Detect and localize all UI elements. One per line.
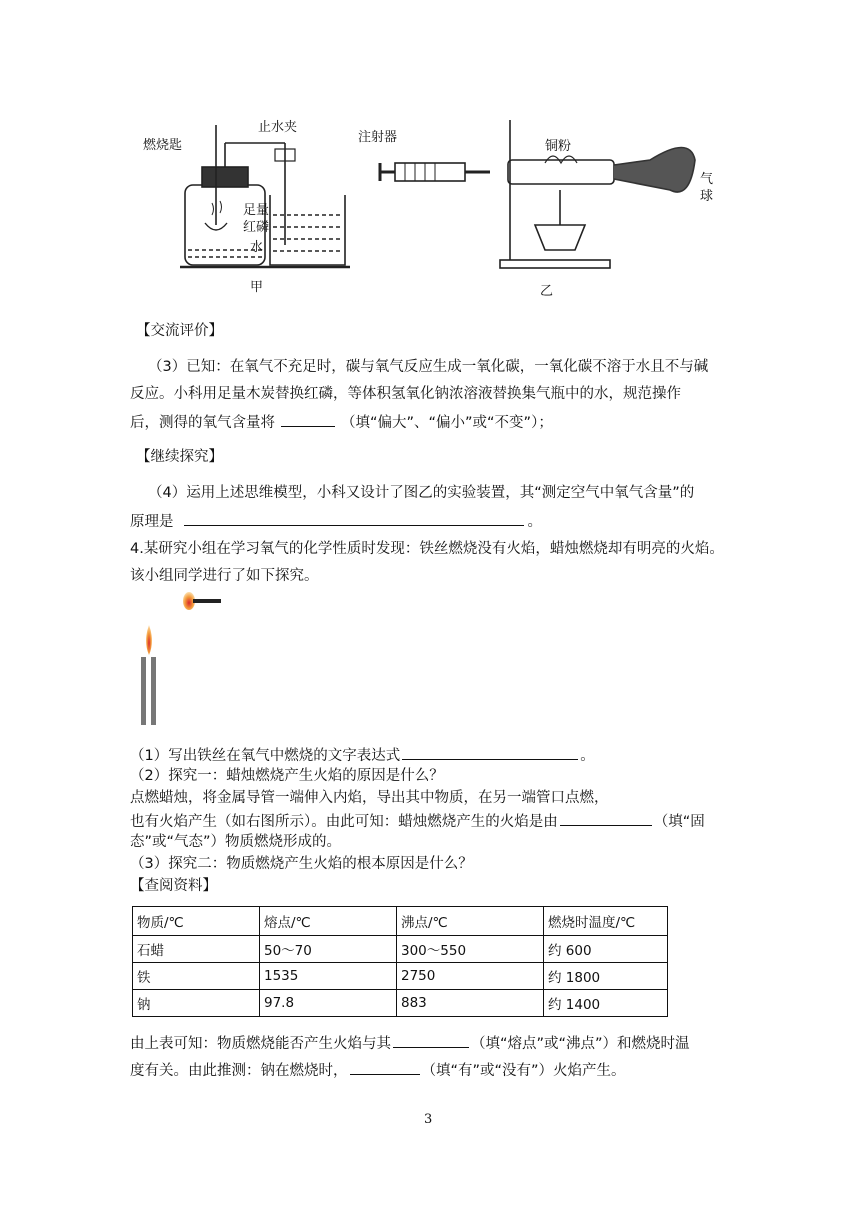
caption-figure-yi: 乙 <box>540 284 554 299</box>
conclusion-line2-pre: 度有关。由此推测：钠在燃烧时， <box>130 1063 348 1079</box>
table-cell: 钠 <box>133 990 260 1017</box>
q4-line1: （4）运用上述思维模型，小科又设计了图乙的实验装置，其“测定空气中氧气含量”的 <box>148 485 695 501</box>
q4-part2-line3-pre: 也有火焰产生（如右图所示）。由此可知：蜡烛燃烧产生的火焰是由 <box>130 814 558 830</box>
page-number: 3 <box>424 1112 433 1127</box>
answer-blank-q4[interactable] <box>184 510 524 526</box>
conclusion-line1 <box>130 1032 690 1054</box>
q4-part2: （2）探究一：蜡烛燃烧产生火焰的原因是什么？ <box>130 768 444 784</box>
conclusion-line1-post: （填“熔点”或“沸点”）和燃烧时温 <box>471 1036 690 1052</box>
table-cell: 约 600 <box>544 936 668 963</box>
table-cell: 1535 <box>260 963 397 990</box>
answer-blank-iron[interactable] <box>402 744 578 760</box>
q4-part1 <box>130 744 595 766</box>
q3-line3 <box>130 411 553 433</box>
q4-part1-pre: （1）写出铁丝在氧气中燃烧的文字表达式 <box>130 748 401 764</box>
label-copper-powder: 铜粉 <box>545 139 572 154</box>
metal-tube-flame-icon <box>183 592 221 610</box>
conclusion-line2 <box>130 1059 626 1081</box>
q3-line3-pre: 后，测得的氧气含量将 <box>130 415 275 431</box>
answer-blank-state[interactable] <box>560 810 652 826</box>
table-cell: 300～550 <box>397 936 544 963</box>
table-header-cell: 燃烧时温度/℃ <box>544 907 668 936</box>
q4-line2 <box>130 510 542 532</box>
question4-line2: 该小组同学进行了如下探究。 <box>130 568 319 584</box>
candle-figure <box>125 585 235 735</box>
table-cell: 50～70 <box>260 936 397 963</box>
apparatus-figures <box>130 105 730 305</box>
q4-part2-line4: 态”或“气态”）物质燃烧形成的。 <box>130 834 342 850</box>
table-row <box>133 990 668 1017</box>
heading-continue: 【继续探究】 <box>136 449 223 465</box>
conclusion-line1-pre: 由上表可知：物质燃烧能否产生火焰与其 <box>130 1036 391 1052</box>
properties-table <box>132 906 668 1017</box>
question4-line1: 4.某研究小组在学习氧气的化学性质时发现：铁丝燃烧没有火焰，蜡烛燃烧却有明亮的火焰。 <box>130 541 724 557</box>
conclusion-line2-post: （填“有”或“没有”）火焰产生。 <box>421 1063 626 1079</box>
q3-line3-post: （填“偏大”、“偏小”或“不变”）； <box>341 415 553 431</box>
syringe-apparatus <box>380 163 490 181</box>
table-cell: 石蜡 <box>133 936 260 963</box>
heading-evaluate: 【交流评价】 <box>136 323 223 339</box>
table-cell: 2750 <box>397 963 544 990</box>
table-header-cell: 物质/℃ <box>133 907 260 936</box>
answer-blank-q3[interactable] <box>281 411 335 427</box>
answer-blank-point[interactable] <box>393 1032 469 1048</box>
q4-part1-post: 。 <box>580 748 595 764</box>
q4-part2-line2: 点燃蜡烛，将金属导管一端伸入内焰，导出其中物质，在另一端管口点燃， <box>130 790 609 806</box>
q4-part3: （3）探究二：物质燃烧产生火焰的根本原因是什么？ <box>130 856 473 872</box>
q3-line2: 反应。小科用足量木炭替换红磷，等体积氢氧化钠浓溶液替换集气瓶中的水，规范操作 <box>130 386 681 402</box>
q4-line2-post: 。 <box>527 514 542 530</box>
tube-apparatus <box>500 120 695 268</box>
label-combustion-spoon: 燃烧匙 <box>143 138 183 153</box>
answer-blank-sodium[interactable] <box>350 1059 420 1075</box>
table-cell: 约 1400 <box>544 990 668 1017</box>
label-syringe: 注射器 <box>358 130 398 145</box>
table-cell: 883 <box>397 990 544 1017</box>
table-header-cell: 沸点/℃ <box>397 907 544 936</box>
table-header-cell: 熔点/℃ <box>260 907 397 936</box>
label-water-clamp: 止水夹 <box>258 120 298 135</box>
label-balloon-1: 气 <box>700 172 714 187</box>
table-cell: 97.8 <box>260 990 397 1017</box>
bottle-apparatus <box>185 125 295 265</box>
caption-figure-jia: 甲 <box>250 280 264 295</box>
label-water: 水 <box>250 240 264 255</box>
table-row <box>133 963 668 990</box>
label-phosphorus-1: 足量 <box>243 203 270 218</box>
candle-icon <box>141 625 156 725</box>
table-cell: 约 1800 <box>544 963 668 990</box>
q4-part2-line3 <box>130 810 705 832</box>
label-phosphorus-2: 红磷 <box>243 220 270 235</box>
q4-line2-pre: 原理是 <box>130 514 174 530</box>
table-header-row <box>133 907 668 936</box>
q4-part2-line3-post: （填“固 <box>653 814 705 830</box>
label-balloon-2: 球 <box>700 189 714 204</box>
table-cell: 铁 <box>133 963 260 990</box>
reference-heading: 【查阅资料】 <box>130 878 217 894</box>
q3-line1: （3）已知：在氧气不充足时，碳与氧气反应生成一氧化碳，一氧化碳不溶于水且不与碱 <box>148 359 709 375</box>
table-row <box>133 936 668 963</box>
